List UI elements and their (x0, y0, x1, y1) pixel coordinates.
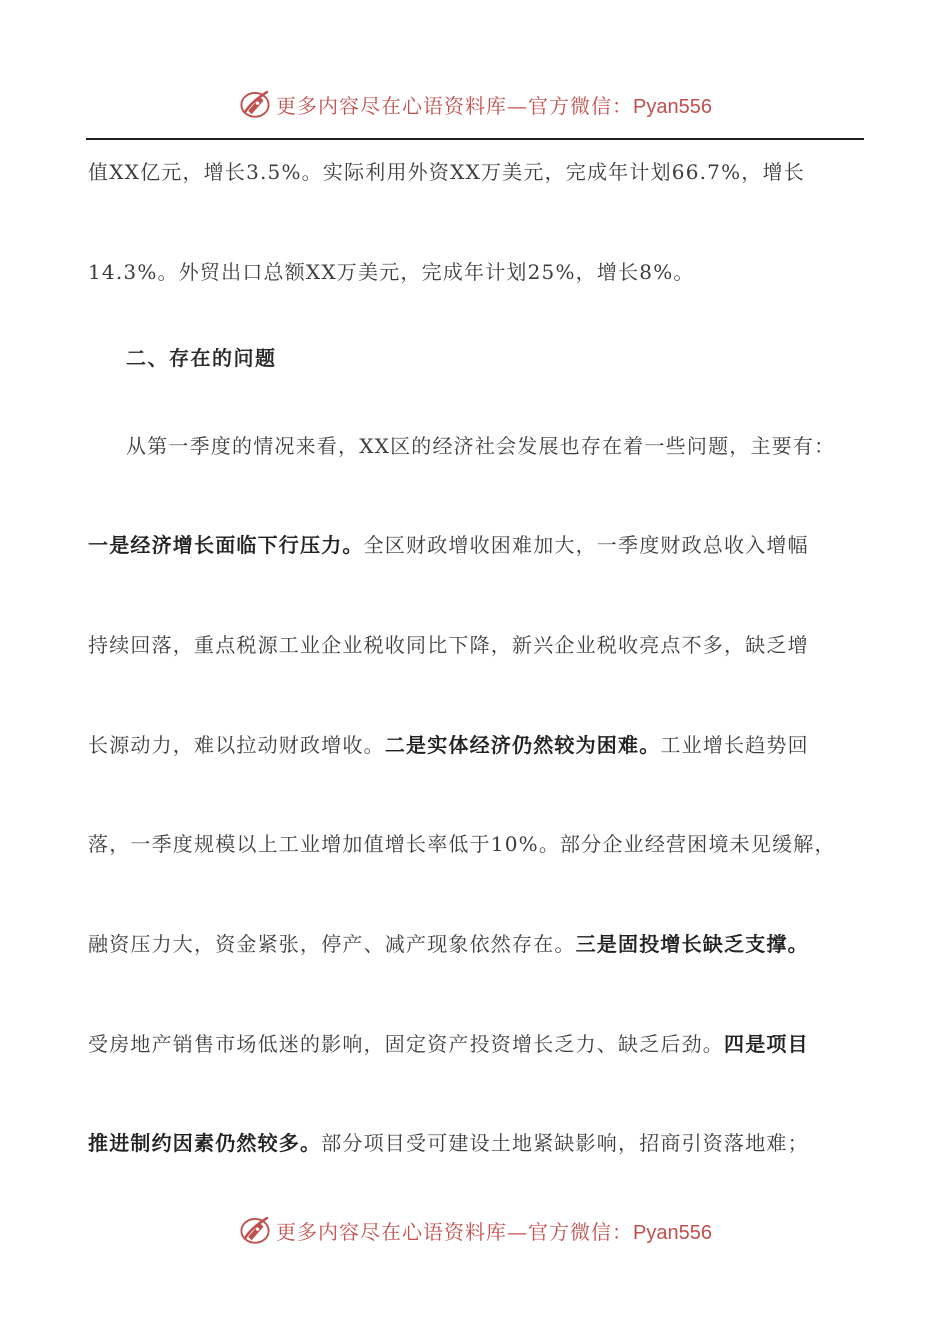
banner-main-text: 更多内容尽在心语资料库 (276, 93, 508, 118)
line-8-text: 融资压力大，资金紧张，停产、减产现象依然存在。 (88, 932, 576, 956)
line-1-text: 值XX亿元，增长3.5%。实际利用外资XX万美元，完成年计划66.7%，增长 (88, 160, 805, 184)
line-4-text: 全区财政增收困难加大，一季度财政总收入增幅 (363, 533, 809, 557)
banner-wechat-id: Pyan556 (633, 1221, 712, 1244)
paragraph-line-9 (88, 1030, 858, 1058)
line-10-bold: 推进制约因素仍然较多。 (88, 1131, 322, 1155)
paragraph-line-8 (88, 930, 858, 958)
pen-nib-logo-icon (238, 87, 272, 121)
line-9-bold: 四是项目 (724, 1032, 809, 1056)
header-divider (86, 138, 864, 140)
line-10-text: 部分项目受可建设土地紧缺影响，招商引资落地难； (321, 1131, 809, 1155)
banner-dash: — (507, 1219, 529, 1244)
line-6-text: 长源动力，难以拉动财政增收。 (88, 733, 385, 757)
line-7-text: 落，一季度规模以上工业增加值增长率低于10%。部分企业经营困境未见缓解， (88, 832, 836, 856)
paragraph-line-10 (88, 1129, 858, 1157)
footer-banner-text (276, 1216, 712, 1245)
header-banner-text (276, 90, 712, 119)
line-6-bold: 二是实体经济仍然较为困难。 (384, 733, 661, 757)
banner-wechat-id: Pyan556 (633, 95, 712, 118)
paragraph-line-3 (126, 432, 896, 460)
line-2-text: 14.3%。外贸出口总额XX万美元，完成年计划25%，增长8%。 (88, 260, 695, 284)
banner-main-text: 更多内容尽在心语资料库 (276, 1219, 508, 1244)
line-9-text: 受房地产销售市场低迷的影响，固定资产投资增长乏力、缺乏后劲。 (88, 1032, 724, 1056)
banner-label: 官方微信： (528, 1219, 634, 1244)
paragraph-line-5 (88, 631, 858, 659)
paragraph-line-2 (88, 258, 858, 286)
line-4-bold: 一是经济增长面临下行压力。 (88, 533, 364, 557)
banner-dash: — (507, 93, 529, 118)
line-5-text: 持续回落，重点税源工业企业税收同比下降，新兴企业税收亮点不多，缺乏增 (88, 633, 809, 657)
header-banner (0, 82, 950, 126)
paragraph-line-6 (88, 731, 858, 759)
paragraph-line-1 (88, 158, 858, 186)
line-6-text-2: 工业增长趋势回 (660, 733, 809, 757)
line-3-text: 从第一季度的情况来看，XX区的经济社会发展也存在着一些问题，主要有： (126, 434, 836, 458)
paragraph-line-4 (88, 531, 858, 559)
paragraph-line-7 (88, 830, 858, 858)
banner-label: 官方微信： (528, 93, 634, 118)
section-heading: 二、存在的问题 (126, 346, 277, 370)
pen-nib-logo-icon (238, 1213, 272, 1247)
footer-banner (0, 1208, 950, 1252)
line-8-bold: 三是固投增长缺乏支撑。 (575, 932, 809, 956)
